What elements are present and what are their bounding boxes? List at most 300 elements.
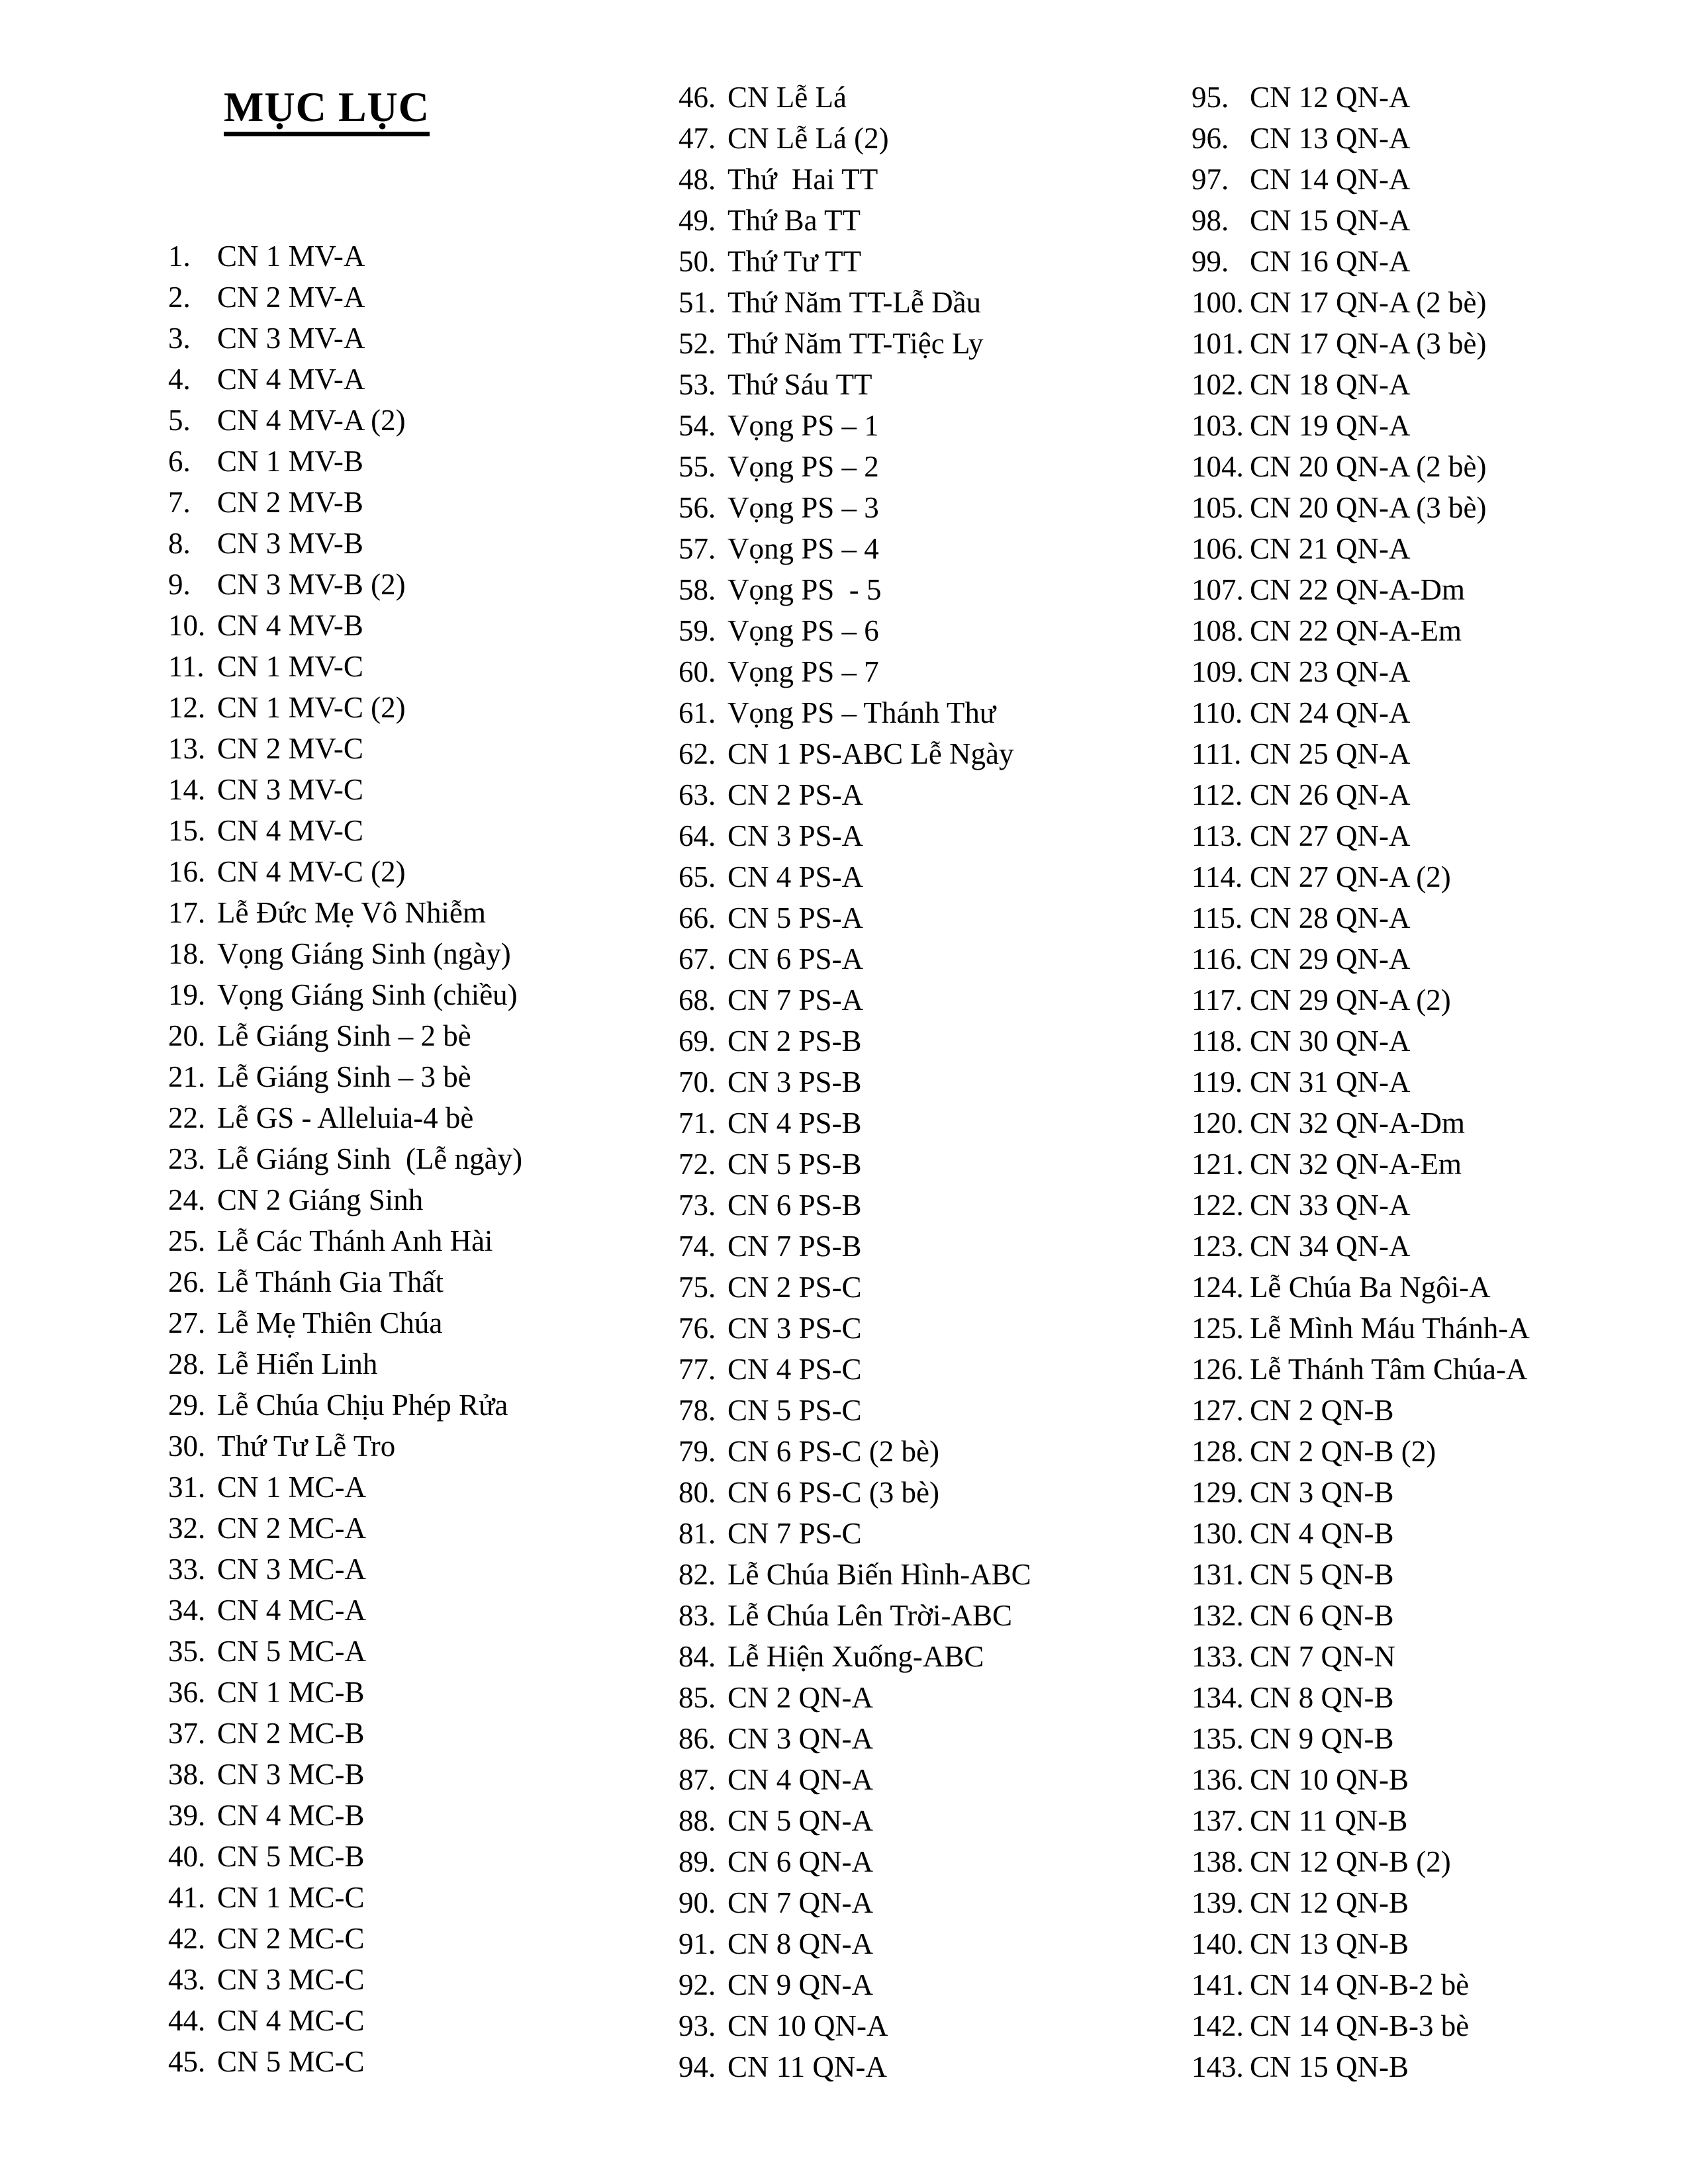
toc-item xyxy=(1192,159,1688,200)
toc-item-number: 105. xyxy=(1192,491,1244,524)
toc-item xyxy=(679,323,1182,364)
toc-item-number: 39. xyxy=(168,1799,206,1832)
toc-item-number: 130. xyxy=(1192,1517,1244,1550)
toc-item-number: 6. xyxy=(168,445,191,478)
toc-item-label: CN 3 PS-A xyxy=(727,819,864,852)
toc-item-label: CN 1 MC-B xyxy=(217,1676,365,1709)
page-title-text: MỤC LỤC xyxy=(224,86,430,136)
toc-item-label: CN 6 QN-B xyxy=(1250,1599,1394,1632)
toc-item xyxy=(168,441,671,482)
toc-item-number: 97. xyxy=(1192,163,1229,196)
toc-item-label: CN 30 QN-A xyxy=(1250,1024,1411,1058)
toc-item-number: 89. xyxy=(679,1845,716,1878)
toc-item-label: CN 3 MV-B xyxy=(217,527,363,560)
toc-item-number: 143. xyxy=(1192,2050,1244,2083)
toc-item-number: 22. xyxy=(168,1101,206,1134)
toc-item-label: Thứ Sáu TT xyxy=(727,368,872,401)
toc-item-label: CN 5 MC-B xyxy=(217,1840,365,1873)
toc-item-label: CN 4 MC-C xyxy=(217,2004,365,2037)
toc-item xyxy=(1192,487,1688,528)
toc-item-number: 29. xyxy=(168,1388,206,1422)
toc-item-label: CN 18 QN-A xyxy=(1250,368,1411,401)
toc-item-label: CN 25 QN-A xyxy=(1250,737,1411,770)
toc-item-number: 117. xyxy=(1192,983,1243,1017)
toc-item-number: 4. xyxy=(168,363,191,396)
toc-item xyxy=(1192,1021,1688,1062)
toc-item-label: CN 8 QN-A xyxy=(727,1927,873,1960)
toc-item-number: 118. xyxy=(1192,1024,1243,1058)
toc-item-number: 30. xyxy=(168,1430,206,1463)
toc-item-label: CN 6 PS-C (3 bè) xyxy=(727,1476,940,1509)
toc-item-label: CN 10 QN-A xyxy=(727,2009,888,2042)
toc-item-number: 138. xyxy=(1192,1845,1244,1878)
toc-item xyxy=(168,1097,671,1138)
toc-item xyxy=(168,1385,671,1426)
toc-item-number: 80. xyxy=(679,1476,716,1509)
toc-item-number: 54. xyxy=(679,409,716,442)
toc-item-number: 19. xyxy=(168,978,206,1011)
toc-item-number: 13. xyxy=(168,732,206,765)
toc-item xyxy=(1192,1882,1688,1923)
toc-item xyxy=(1192,856,1688,897)
toc-item xyxy=(1192,1472,1688,1513)
toc-item xyxy=(1192,200,1688,241)
toc-item-label: Lễ Mình Máu Thánh-A xyxy=(1250,1312,1530,1345)
toc-item-number: 20. xyxy=(168,1019,206,1052)
toc-item-number: 95. xyxy=(1192,81,1229,114)
toc-item-number: 36. xyxy=(168,1676,206,1709)
toc-item-label: Vọng PS – 1 xyxy=(727,409,879,442)
toc-item xyxy=(168,1056,671,1097)
toc-item-number: 78. xyxy=(679,1394,716,1427)
toc-item xyxy=(168,1220,671,1261)
toc-item-number: 45. xyxy=(168,2045,206,2078)
toc-item-number: 59. xyxy=(679,614,716,647)
toc-item xyxy=(679,1513,1182,1554)
toc-item-number: 62. xyxy=(679,737,716,770)
toc-item xyxy=(168,318,671,359)
toc-item-number: 129. xyxy=(1192,1476,1244,1509)
toc-item-label: CN 11 QN-B xyxy=(1250,1804,1408,1837)
toc-item-label: CN 2 MV-C xyxy=(217,732,363,765)
toc-item-label: CN 4 MV-B xyxy=(217,609,363,642)
toc-item xyxy=(1192,1718,1688,1759)
toc-item xyxy=(168,1343,671,1385)
toc-item-label: CN 7 PS-A xyxy=(727,983,864,1017)
toc-item-label: Thứ Tư Lễ Tro xyxy=(217,1430,396,1463)
toc-item-number: 110. xyxy=(1192,696,1243,729)
toc-item xyxy=(168,400,671,441)
toc-item xyxy=(679,1923,1182,1964)
toc-item-number: 64. xyxy=(679,819,716,852)
toc-item-label: Vọng PS – Thánh Thư xyxy=(727,696,996,729)
toc-item xyxy=(168,687,671,728)
toc-item-label: CN 1 MV-B xyxy=(217,445,363,478)
toc-item-label: CN 34 QN-A xyxy=(1250,1230,1411,1263)
toc-item-label: CN 13 QN-B xyxy=(1250,1927,1409,1960)
toc-item-number: 98. xyxy=(1192,204,1229,237)
toc-item-number: 141. xyxy=(1192,1968,1244,2001)
toc-item-label: CN 8 QN-B xyxy=(1250,1681,1394,1714)
toc-item-label: Lễ Hiện Xuống-ABC xyxy=(727,1640,984,1673)
toc-item-number: 88. xyxy=(679,1804,716,1837)
toc-item-number: 68. xyxy=(679,983,716,1017)
toc-item-number: 109. xyxy=(1192,655,1244,688)
toc-item-label: CN 22 QN-A-Dm xyxy=(1250,573,1465,606)
toc-item-number: 70. xyxy=(679,1066,716,1099)
toc-item-label: CN 1 MV-C (2) xyxy=(217,691,406,724)
toc-item-label: Lễ Giáng Sinh – 3 bè xyxy=(217,1060,471,1093)
toc-item-label: CN 3 QN-B xyxy=(1250,1476,1394,1509)
toc-item-number: 132. xyxy=(1192,1599,1244,1632)
toc-item-number: 113. xyxy=(1192,819,1243,852)
toc-item xyxy=(679,241,1182,282)
toc-item xyxy=(168,1836,671,1877)
toc-item-number: 35. xyxy=(168,1635,206,1668)
toc-item-number: 56. xyxy=(679,491,716,524)
toc-item-number: 127. xyxy=(1192,1394,1244,1427)
toc-item xyxy=(679,282,1182,323)
toc-column-1 xyxy=(168,236,671,2082)
toc-item-number: 90. xyxy=(679,1886,716,1919)
toc-item xyxy=(679,569,1182,610)
toc-item-label: CN 5 QN-B xyxy=(1250,1558,1394,1591)
toc-item xyxy=(168,974,671,1015)
toc-item-number: 65. xyxy=(679,860,716,893)
toc-item-label: CN 7 QN-A xyxy=(727,1886,873,1919)
toc-item-label: CN 4 PS-B xyxy=(727,1107,862,1140)
toc-item xyxy=(1192,610,1688,651)
toc-item-label: Vọng PS – 6 xyxy=(727,614,879,647)
toc-item xyxy=(679,815,1182,856)
toc-item-label: CN 1 PS-ABC Lễ Ngày xyxy=(727,737,1014,770)
toc-item xyxy=(679,1390,1182,1431)
toc-item xyxy=(1192,2005,1688,2046)
toc-item xyxy=(679,1062,1182,1103)
toc-item-label: CN 23 QN-A xyxy=(1250,655,1411,688)
toc-item xyxy=(679,1554,1182,1595)
toc-item xyxy=(1192,446,1688,487)
toc-item-number: 26. xyxy=(168,1265,206,1298)
toc-item-label: Thứ Năm TT-Tiệc Ly xyxy=(727,327,984,360)
toc-item xyxy=(168,1590,671,1631)
toc-item-label: CN 6 PS-B xyxy=(727,1189,862,1222)
toc-item xyxy=(168,769,671,810)
toc-item-number: 50. xyxy=(679,245,716,278)
toc-item-label: CN 2 Giáng Sinh xyxy=(217,1183,424,1216)
toc-item-number: 122. xyxy=(1192,1189,1244,1222)
toc-item xyxy=(679,1021,1182,1062)
toc-item xyxy=(679,1759,1182,1800)
toc-item-number: 69. xyxy=(679,1024,716,1058)
toc-item-label: CN 24 QN-A xyxy=(1250,696,1411,729)
toc-item xyxy=(1192,1144,1688,1185)
toc-item-label: Lễ Chúa Chịu Phép Rửa xyxy=(217,1388,508,1422)
toc-item-number: 137. xyxy=(1192,1804,1244,1837)
toc-item-label: CN 13 QN-A xyxy=(1250,122,1411,155)
toc-item-label: CN 12 QN-A xyxy=(1250,81,1411,114)
toc-item xyxy=(1192,2046,1688,2087)
toc-item xyxy=(679,200,1182,241)
toc-item-number: 51. xyxy=(679,286,716,319)
toc-item xyxy=(168,1918,671,1959)
toc-item-label: CN 11 QN-A xyxy=(727,2050,887,2083)
toc-item-label: CN 4 QN-A xyxy=(727,1763,873,1796)
toc-item-label: CN 7 PS-C xyxy=(727,1517,862,1550)
toc-item-number: 77. xyxy=(679,1353,716,1386)
toc-item-label: CN 3 MV-B (2) xyxy=(217,568,406,601)
toc-item-label: Lễ Hiển Linh xyxy=(217,1347,378,1381)
toc-item-number: 25. xyxy=(168,1224,206,1257)
toc-item-label: CN 2 MV-A xyxy=(217,281,365,314)
toc-item-label: CN 16 QN-A xyxy=(1250,245,1411,278)
toc-item xyxy=(168,277,671,318)
toc-item-number: 104. xyxy=(1192,450,1244,483)
toc-item xyxy=(679,405,1182,446)
toc-item xyxy=(1192,1431,1688,1472)
toc-item-number: 14. xyxy=(168,773,206,806)
toc-item xyxy=(168,1959,671,2000)
toc-item-label: Vọng PS – 4 xyxy=(727,532,879,565)
toc-item-label: CN 6 QN-A xyxy=(727,1845,873,1878)
toc-item-label: CN 7 PS-B xyxy=(727,1230,862,1263)
toc-item-number: 101. xyxy=(1192,327,1244,360)
toc-item-number: 72. xyxy=(679,1148,716,1181)
toc-item-label: CN 1 MC-C xyxy=(217,1881,365,1914)
toc-item-number: 76. xyxy=(679,1312,716,1345)
toc-item xyxy=(679,487,1182,528)
toc-item-number: 27. xyxy=(168,1306,206,1340)
toc-item-label: CN 5 PS-B xyxy=(727,1148,862,1181)
toc-item xyxy=(168,646,671,687)
toc-item xyxy=(679,856,1182,897)
toc-item xyxy=(679,1677,1182,1718)
toc-item-number: 124. xyxy=(1192,1271,1244,1304)
toc-item-number: 24. xyxy=(168,1183,206,1216)
toc-item-label: Lễ Giáng Sinh – 2 bè xyxy=(217,1019,471,1052)
toc-item-number: 9. xyxy=(168,568,191,601)
toc-item-number: 114. xyxy=(1192,860,1243,893)
toc-item-number: 28. xyxy=(168,1347,206,1381)
toc-item xyxy=(679,1308,1182,1349)
toc-item xyxy=(1192,364,1688,405)
toc-item-label: CN 4 PS-A xyxy=(727,860,864,893)
toc-item-number: 21. xyxy=(168,1060,206,1093)
toc-item xyxy=(1192,282,1688,323)
toc-item-label: CN 2 MV-B xyxy=(217,486,363,519)
toc-item xyxy=(168,1754,671,1795)
toc-item-number: 111. xyxy=(1192,737,1242,770)
toc-item-number: 47. xyxy=(679,122,716,155)
toc-item xyxy=(1192,1226,1688,1267)
toc-item-label: CN 14 QN-B-2 bè xyxy=(1250,1968,1470,2001)
toc-item xyxy=(1192,979,1688,1021)
toc-item xyxy=(679,1882,1182,1923)
toc-item-label: CN 28 QN-A xyxy=(1250,901,1411,934)
toc-item xyxy=(1192,1923,1688,1964)
toc-item-number: 135. xyxy=(1192,1722,1244,1755)
toc-item-label: CN 14 QN-A xyxy=(1250,163,1411,196)
toc-item xyxy=(168,359,671,400)
toc-item xyxy=(679,1226,1182,1267)
toc-item-label: CN 15 QN-A xyxy=(1250,204,1411,237)
toc-item xyxy=(1192,1677,1688,1718)
toc-item xyxy=(168,2041,671,2082)
toc-item xyxy=(168,2000,671,2041)
toc-item xyxy=(1192,1308,1688,1349)
toc-item-number: 115. xyxy=(1192,901,1243,934)
toc-item-number: 34. xyxy=(168,1594,206,1627)
toc-item xyxy=(679,897,1182,938)
toc-item-label: CN 5 QN-A xyxy=(727,1804,873,1837)
toc-item-label: CN 17 QN-A (3 bè) xyxy=(1250,327,1487,360)
toc-item xyxy=(1192,405,1688,446)
toc-item-label: CN 29 QN-A xyxy=(1250,942,1411,976)
toc-item-label: Thứ Năm TT-Lễ Dầu xyxy=(727,286,982,319)
toc-item xyxy=(679,1431,1182,1472)
toc-item-label: CN 2 MC-A xyxy=(217,1512,367,1545)
toc-item xyxy=(168,1138,671,1179)
toc-item-number: 134. xyxy=(1192,1681,1244,1714)
toc-item-label: CN 6 PS-C (2 bè) xyxy=(727,1435,940,1468)
toc-item-label: Lễ Chúa Lên Trời-ABC xyxy=(727,1599,1013,1632)
toc-item xyxy=(168,564,671,605)
toc-column-3 xyxy=(1192,77,1688,2087)
toc-item-label: CN 2 QN-B xyxy=(1250,1394,1394,1427)
toc-item xyxy=(1192,1103,1688,1144)
toc-item-label: Lễ Chúa Biến Hình-ABC xyxy=(727,1558,1031,1591)
toc-item xyxy=(168,728,671,769)
toc-item-label: CN 1 MV-A xyxy=(217,240,365,273)
toc-item-label: CN 2 PS-B xyxy=(727,1024,862,1058)
toc-item xyxy=(168,892,671,933)
toc-item-number: 120. xyxy=(1192,1107,1244,1140)
toc-item-number: 81. xyxy=(679,1517,716,1550)
page-title xyxy=(224,83,430,136)
toc-item xyxy=(679,651,1182,692)
toc-item xyxy=(168,1549,671,1590)
toc-item-number: 125. xyxy=(1192,1312,1244,1345)
toc-item-label: CN 3 MV-C xyxy=(217,773,363,806)
toc-item xyxy=(168,1015,671,1056)
toc-item-number: 43. xyxy=(168,1963,206,1996)
toc-item-label: CN 2 PS-A xyxy=(727,778,864,811)
toc-item-number: 16. xyxy=(168,855,206,888)
toc-item xyxy=(679,446,1182,487)
toc-item xyxy=(168,810,671,851)
toc-item-number: 32. xyxy=(168,1512,206,1545)
toc-item-label: CN 3 PS-B xyxy=(727,1066,862,1099)
toc-item xyxy=(679,979,1182,1021)
toc-item-number: 17. xyxy=(168,896,206,929)
toc-item-label: CN 5 MC-C xyxy=(217,2045,365,2078)
toc-item xyxy=(679,1472,1182,1513)
toc-item-number: 100. xyxy=(1192,286,1244,319)
toc-item-number: 63. xyxy=(679,778,716,811)
toc-item-number: 1. xyxy=(168,240,191,273)
toc-item xyxy=(168,523,671,564)
toc-item-number: 91. xyxy=(679,1927,716,1960)
toc-item-number: 73. xyxy=(679,1189,716,1222)
toc-item-label: CN 19 QN-A xyxy=(1250,409,1411,442)
toc-item-number: 44. xyxy=(168,2004,206,2037)
toc-item-number: 128. xyxy=(1192,1435,1244,1468)
toc-item-label: Lễ Các Thánh Anh Hài xyxy=(217,1224,493,1257)
toc-item-number: 42. xyxy=(168,1922,206,1955)
toc-item-number: 71. xyxy=(679,1107,716,1140)
toc-item-label: CN 12 QN-B (2) xyxy=(1250,1845,1451,1878)
toc-item-label: CN 7 QN-N xyxy=(1250,1640,1395,1673)
toc-item-label: CN Lễ Lá (2) xyxy=(727,122,889,155)
toc-item-label: Thứ Ba TT xyxy=(727,204,861,237)
toc-item-number: 85. xyxy=(679,1681,716,1714)
toc-item-label: CN 31 QN-A xyxy=(1250,1066,1411,1099)
toc-item xyxy=(1192,938,1688,979)
toc-item xyxy=(168,1713,671,1754)
toc-item-label: CN 1 MV-C xyxy=(217,650,363,683)
toc-item-number: 41. xyxy=(168,1881,206,1914)
toc-item xyxy=(168,1508,671,1549)
toc-item-label: CN 6 PS-A xyxy=(727,942,864,976)
toc-item-number: 53. xyxy=(679,368,716,401)
toc-item xyxy=(168,1631,671,1672)
toc-item-number: 107. xyxy=(1192,573,1244,606)
toc-item-label: CN 9 QN-A xyxy=(727,1968,873,2001)
toc-item-number: 67. xyxy=(679,942,716,976)
toc-item-label: CN 5 MC-A xyxy=(217,1635,367,1668)
toc-item xyxy=(1192,1964,1688,2005)
toc-item xyxy=(1192,1841,1688,1882)
toc-item xyxy=(679,1800,1182,1841)
toc-item xyxy=(679,1267,1182,1308)
toc-item-label: CN 3 MC-B xyxy=(217,1758,365,1791)
toc-item xyxy=(168,1261,671,1302)
toc-item-label: CN 20 QN-A (3 bè) xyxy=(1250,491,1487,524)
toc-item-number: 5. xyxy=(168,404,191,437)
toc-item xyxy=(1192,692,1688,733)
toc-item-number: 136. xyxy=(1192,1763,1244,1796)
toc-item-label: Lễ Đức Mẹ Vô Nhiễm xyxy=(217,896,486,929)
toc-item-label: CN 4 MV-C xyxy=(217,814,363,847)
toc-item-number: 83. xyxy=(679,1599,716,1632)
toc-item-label: CN 10 QN-B xyxy=(1250,1763,1409,1796)
toc-item xyxy=(1192,1267,1688,1308)
toc-item-label: Thứ Tư TT xyxy=(727,245,862,278)
toc-item-label: CN 3 MC-A xyxy=(217,1553,367,1586)
toc-item-number: 86. xyxy=(679,1722,716,1755)
toc-item-number: 40. xyxy=(168,1840,206,1873)
toc-item-number: 49. xyxy=(679,204,716,237)
toc-item-label: CN 5 PS-A xyxy=(727,901,864,934)
toc-item-number: 79. xyxy=(679,1435,716,1468)
toc-item xyxy=(1192,569,1688,610)
toc-item xyxy=(679,1185,1182,1226)
toc-item-label: Vọng PS – 3 xyxy=(727,491,879,524)
toc-item xyxy=(168,851,671,892)
toc-item-number: 33. xyxy=(168,1553,206,1586)
toc-item-label: Thứ Hai TT xyxy=(727,163,878,196)
toc-item xyxy=(1192,815,1688,856)
toc-item-number: 140. xyxy=(1192,1927,1244,1960)
toc-item-number: 55. xyxy=(679,450,716,483)
toc-item-label: CN 3 PS-C xyxy=(727,1312,862,1345)
toc-item-label: CN 33 QN-A xyxy=(1250,1189,1411,1222)
toc-item-number: 126. xyxy=(1192,1353,1244,1386)
toc-item-number: 82. xyxy=(679,1558,716,1591)
toc-item-number: 139. xyxy=(1192,1886,1244,1919)
toc-item-number: 108. xyxy=(1192,614,1244,647)
toc-item-number: 7. xyxy=(168,486,191,519)
